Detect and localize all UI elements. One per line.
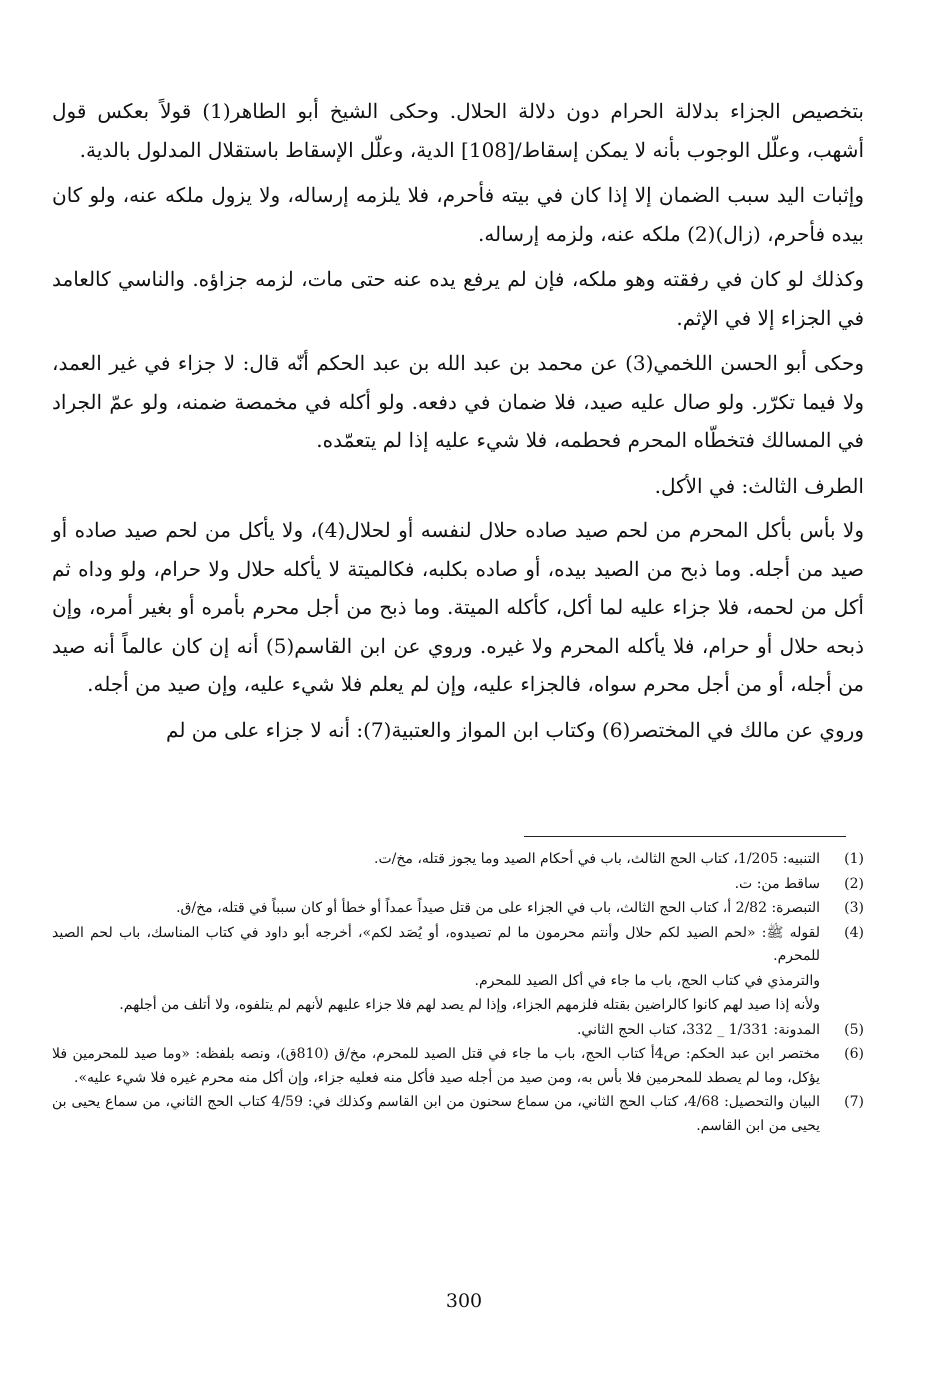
footnote-text: التنبيه: 1/205، كتاب الحج الثالث، باب في أحكام الصيد وما يجوز قتله، مخ/ت. bbox=[374, 851, 820, 867]
footnote-text: ساقط من: ت. bbox=[734, 875, 820, 892]
page-number: 300 bbox=[445, 1290, 483, 1312]
footnotes bbox=[52, 848, 864, 1139]
paragraph-4: وحكى أبو الحسن اللخمي(3) عن محمد بن عبد الله بن عبد الحكم أنّه قال: لا جزاء في غير العمد، ولا فيما تكرّر. ولو صال عليه صيد، فلا ضمان في دفعه. ولو أكله في مخمصة ضمنه، ولو عمّ الجراد في المسالك فتخطّاه المحرم فحطمه، فلا شيء عليه إذا لم يتعمّده. bbox=[52, 351, 865, 452]
footnote-number: (5) bbox=[844, 1021, 864, 1038]
footnote-number: (6) bbox=[844, 1046, 864, 1062]
footnote-7 bbox=[52, 1091, 864, 1138]
footnote-number: (3) bbox=[844, 900, 864, 916]
footnote-number: (4) bbox=[844, 924, 864, 941]
paragraph-3: وكذلك لو كان في رفقته وهو ملكه، فإن لم يرفع يده عنه حتى مات، لزمه جزاؤه. والناسي كالعامد في الجزاء إلا في الإثم. bbox=[52, 267, 864, 330]
footnote-text: التبصرة: 2/82 أ، كتاب الحج الثالث، باب في الجزاء على من قتل صيداً عمداً أو خطأ أو كان سبباً في قتله، مخ/ق. bbox=[176, 900, 820, 916]
footnote-separator bbox=[524, 836, 846, 837]
footnote-number: (1) bbox=[844, 851, 864, 867]
paragraph-1: بتخصيص الجزاء بدلالة الحرام دون دلالة الحلال. وحكى الشيخ أبو الطاهر(1) قولاً بعكس قول أشهب، وعلّل الوجوب بأنه لا يمكن إسقاط/[108] الدية، وعلّل الإسقاط باستقلال المدلول بالدية. bbox=[52, 99, 864, 162]
footnote-1 bbox=[52, 848, 864, 872]
footnote-3 bbox=[52, 897, 864, 921]
paragraph-2: وإثبات اليد سبب الضمان إلا إذا كان في بيته فأحرم، فلا يلزمه إرساله، ولا يزول ملكه عنه، ولو كان بيده فأحرم، (زال)(2) ملكه عنه، ولزمه إرساله. bbox=[52, 183, 864, 246]
footnote-2 bbox=[52, 873, 864, 897]
footnote-number: (7) bbox=[844, 1094, 864, 1110]
footnote-text: لقوله ﷺ: «لحم الصيد لكم حلال وأنتم محرمون ما لم تصيدوه، أو يُصَد لكم»، أخرجه أبو داود في كتاب المناسك، باب لحم الصيد للمحرم. bbox=[52, 924, 820, 964]
footnote-number: (2) bbox=[844, 875, 864, 892]
main-text bbox=[52, 92, 864, 756]
footnote-text: البيان والتحصيل: 4/68، كتاب الحج الثاني، من سماع سحنون من ابن القاسم وكذلك في: 4/59 كتاب الحج الثاني، من سماع يحيى بن يحيى من ابن القاسم. bbox=[52, 1094, 820, 1134]
footnote-text: المدونة: 1/331 _ 332، كتاب الحج الثاني. bbox=[576, 1021, 820, 1038]
section-heading: الطرف الثالث: في الأكل. bbox=[654, 473, 864, 498]
footnote-5 bbox=[52, 1019, 864, 1043]
footnote-6 bbox=[52, 1043, 864, 1090]
paragraph-6: ولا بأس بأكل المحرم من لحم صيد صاده حلال لنفسه أو لحلال(4)، ولا يأكل من لحم صيد صاده أو صيد من أجله. وما ذبح من الصيد بيده، أو صاده بكلبه، فكالميتة لا يأكله حلال ولا حرام، ولو وداه ثم أكل من لحمه، فلا جزاء عليه لما أكل، كأكله الميتة. وما ذبح من أجل محرم بأمره أو بغير أمره، وإن ذبحه حلال أو حرام، فلا يأكله المحرم ولا غيره. وروي عن ابن القاسم(5) أنه إن كان عالماً أنه صيد من أجله، أو من أجل محرم سواه، فالجزاء عليه، وإن لم يعلم فلا شيء عليه، وإن صيد من أجله. bbox=[52, 518, 864, 696]
footnote-text: مختصر ابن عبد الحكم: ص4أ كتاب الحج، باب ما جاء في قتل الصيد للمحرم، مخ/ق (810ق)، ونصه بلفظه: «وما صيد للمحرمين فلا يؤكل، وما لم يصطد للمحرمين فلا بأس به، ومن صيد من أجله صيد فأكل منه فعليه جزاء، وإن أكل منه محرم غيره فلا شيء عليه». bbox=[52, 1046, 820, 1086]
footnote-4-continuation: والترمذي في كتاب الحج، باب ما جاء في أكل الصيد للمحرم. bbox=[474, 972, 820, 989]
footnote-4 bbox=[52, 922, 864, 969]
footnote-4-continuation: ولأنه إذا صيد لهم كانوا كالراضين بقتله فلزمهم الجزاء، وإذا لم يصد لهم فلا جزاء عليهم لأنهم لم يتلفوه، ولا أتلف من أجلهم. bbox=[119, 997, 820, 1013]
paragraph-7: وروي عن مالك في المختصر(6) وكتاب ابن المواز والعتبية(7): أنه لا جزاء على من لم bbox=[166, 717, 864, 742]
